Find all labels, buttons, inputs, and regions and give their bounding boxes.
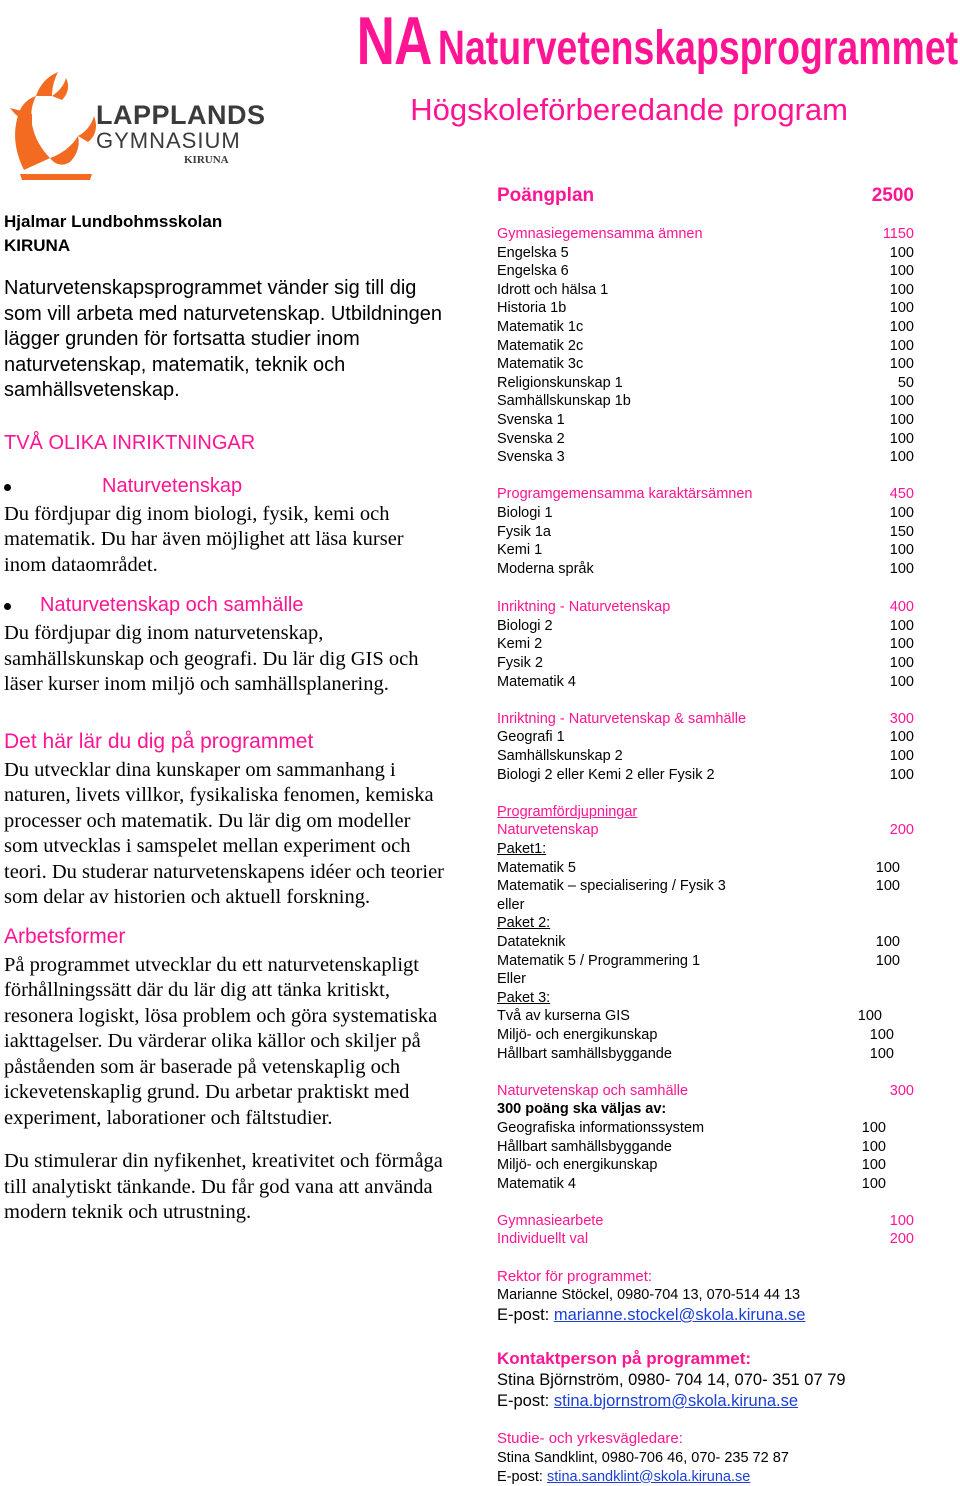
- course-row: Matematik 5 100: [497, 859, 900, 876]
- bullet-icon: [4, 603, 11, 610]
- kontakt-line: Stina Björnström, 0980- 704 14, 070- 351 07 79: [497, 1370, 846, 1389]
- section-header: Gymnasiegemensamma ämnen 1150: [497, 226, 914, 242]
- course-row: Matematik 3c 100: [497, 356, 914, 373]
- logo-text-gymnasium: GYMNASIUM: [96, 128, 241, 153]
- bullet-icon: [4, 484, 11, 491]
- course-row: Matematik 4 100: [497, 673, 914, 690]
- course-row: Samhällskunskap 1b 100: [497, 393, 914, 410]
- kontakt-email-link[interactable]: stina.bjornstrom@skola.kiruna.se: [553, 1391, 799, 1410]
- course-row: Biologi 1 100: [497, 504, 914, 521]
- course-row: Fysik 2 100: [497, 655, 914, 672]
- section-header: Naturvetenskap och samhälle 300: [497, 1082, 914, 1099]
- course-row: Religionskunskap 1 50: [497, 374, 914, 391]
- course-row: Moderna språk 100: [497, 560, 914, 577]
- course-row: Matematik 2c 100: [497, 337, 914, 354]
- left-column: [4, 210, 444, 1226]
- points-plan: [497, 183, 914, 1486]
- course-row: Idrott och hälsa 1 100: [497, 281, 914, 298]
- course-row: Engelska 6 100: [497, 263, 914, 280]
- syv-email-row: E-post: stina.sandklint@skola.kiruna.se: [497, 1468, 751, 1485]
- kontakt-email-row: E-post: stina.bjornstrom@skola.kiruna.se: [497, 1391, 799, 1410]
- course-row: Engelska 5 100: [497, 244, 914, 261]
- package-label: Paket 2:: [497, 915, 551, 932]
- school-logo: [6, 70, 266, 180]
- plan-total: 2500: [871, 185, 914, 206]
- course-row: Matematik 4 100: [497, 1175, 886, 1192]
- course-row: Biologi 2 eller Kemi 2 eller Fysik 2 100: [497, 766, 914, 783]
- syv-line: Stina Sandklint, 0980-706 46, 070- 235 72 87: [497, 1450, 789, 1467]
- title-main: Naturvetenskapsprogrammet: [437, 22, 959, 75]
- plan-header: [497, 183, 914, 209]
- plan-title: Poängplan: [497, 185, 595, 206]
- track2-title: Naturvetenskap och samhälle: [40, 594, 304, 616]
- learn-heading: Det här lär du dig på programmet: [4, 729, 314, 753]
- course-row: Fysik 1a 150: [497, 523, 914, 540]
- course-row: Två av kurserna GIS 100: [497, 1008, 882, 1025]
- package-label: Paket 3:: [497, 989, 551, 1006]
- course-row: Matematik 5 / Programmering 1 100: [497, 952, 900, 969]
- learn-text: Du utvecklar dina kunskaper om sammanhang i naturen, livets villkor, fysikaliska fenomen, kemiska processer och matematik. Du lär dig om modeller som utvecklas i samspelet mellan experiment och teori. Du studerar naturvetenskapens idéer och teorier som delar av historien och aktuell forskning.: [4, 758, 444, 908]
- track-samhalle-title: [4, 594, 444, 617]
- intro-text: Naturvetenskapsprogrammet vänder sig till dig som vill arbeta med naturvetenskap. Utbildningen lägger grunden för fortsatta studier inom naturvetenskap, matematik, teknik och samhällsvetenskap.: [4, 277, 443, 401]
- school-name: Hjalmar Lundbohmsskolan: [4, 212, 223, 231]
- course-row: Matematik – specialisering / Fysik 3 100: [497, 878, 900, 895]
- work-text: På programmet utvecklar du ett naturvetenskapligt förhållningssätt där du lär dig att tänka kritiskt, resonera logiskt, lösa problem och göra systematiska iakttagelser. Du värderar olika källor och skiljer på påståenden som är baserade på vetenskaplig och ickevetenskaplig grund. Du arbetar praktiskt med experiment, laborationer och fältstudier.: [4, 953, 438, 1129]
- course-row: Datateknik 100: [497, 933, 900, 950]
- school-city: KIRUNA: [4, 236, 71, 255]
- choose-label: 300 poäng ska väljas av:: [497, 1101, 667, 1118]
- section-header: Naturvetenskap 200: [497, 822, 914, 839]
- course-row: Svenska 1 100: [497, 411, 914, 428]
- rektor-heading: Rektor för programmet:: [497, 1267, 653, 1285]
- course-row: Matematik 1c 100: [497, 318, 914, 335]
- course-row: Geografi 1 100: [497, 729, 914, 746]
- course-row: Biologi 2 100: [497, 617, 914, 634]
- course-row: Kemi 1 100: [497, 542, 914, 559]
- antler-icon: [6, 70, 101, 180]
- logo-text-kiruna: KIRUNA: [184, 154, 229, 166]
- page-title: [357, 2, 958, 80]
- track1-title: Naturvetenskap: [102, 474, 243, 497]
- section-header: Programgemensamma karaktärsämnen 450: [497, 486, 914, 503]
- individuellt-val-row: Individuellt val 200: [497, 1231, 914, 1248]
- or-label: Eller: [497, 971, 527, 988]
- course-row: Kemi 2 100: [497, 636, 914, 653]
- course-row: Svenska 3 100: [497, 449, 914, 466]
- kontakt-heading: Kontaktperson på programmet:: [497, 1348, 752, 1368]
- course-row: Svenska 2 100: [497, 430, 914, 447]
- course-row: Historia 1b 100: [497, 300, 914, 317]
- course-row: Geografiska informationssystem 100: [497, 1119, 886, 1136]
- course-row: Hållbart samhällsbyggande 100: [497, 1045, 894, 1062]
- rektor-line: Marianne Stöckel, 0980-704 13, 070-514 44 13: [497, 1287, 801, 1304]
- syv-heading: Studie- och yrkesvägledare:: [497, 1430, 683, 1448]
- or-label: eller: [497, 896, 525, 913]
- syv-email-link[interactable]: stina.sandklint@skola.kiruna.se: [546, 1468, 751, 1485]
- track1-text: Du fördjupar dig inom biologi, fysik, kemi och matematik. Du har även möjlighet att läsa kurser inom dataområdet.: [4, 502, 404, 576]
- section-header: Inriktning - Naturvetenskap 400: [497, 599, 914, 616]
- work-heading: Arbetsformer: [4, 924, 126, 948]
- title-prefix: NA: [356, 3, 432, 79]
- rektor-email-row: E-post: marianne.stockel@skola.kiruna.se: [497, 1305, 806, 1324]
- track-naturvetenskap-title: [4, 475, 444, 498]
- package-label: Paket1:: [497, 841, 547, 857]
- section-header: Inriktning - Naturvetenskap & samhälle 300: [497, 710, 914, 727]
- rektor-email-link[interactable]: marianne.stockel@skola.kiruna.se: [553, 1305, 806, 1324]
- page-subtitle: Högskoleförberedande program: [410, 92, 848, 127]
- course-row: Samhällskunskap 2 100: [497, 748, 914, 765]
- course-row: Hållbart samhällsbyggande 100: [497, 1138, 886, 1155]
- logo-text-lapplands: LAPPLANDS: [96, 100, 266, 130]
- gymnasiearbete-row: Gymnasiearbete 100: [497, 1212, 914, 1229]
- course-row: Miljö- och energikunskap 100: [497, 1026, 894, 1043]
- stimulate-text: Du stimulerar din nyfikenhet, kreativitet och förmåga till analytiskt tänkande. Du får god vana att använda modern teknik och utrustning.: [4, 1150, 443, 1223]
- course-row: Miljö- och energikunskap 100: [497, 1157, 886, 1174]
- deepening-heading: Programfördjupningar: [497, 803, 638, 820]
- track2-text: Du fördjupar dig inom naturvetenskap, samhällskunskap och geografi. Du lär dig GIS och läser kurser inom miljö och samhällsplanering.: [4, 622, 419, 695]
- tracks-heading: TVÅ OLIKA INRIKTNINGAR: [4, 431, 256, 454]
